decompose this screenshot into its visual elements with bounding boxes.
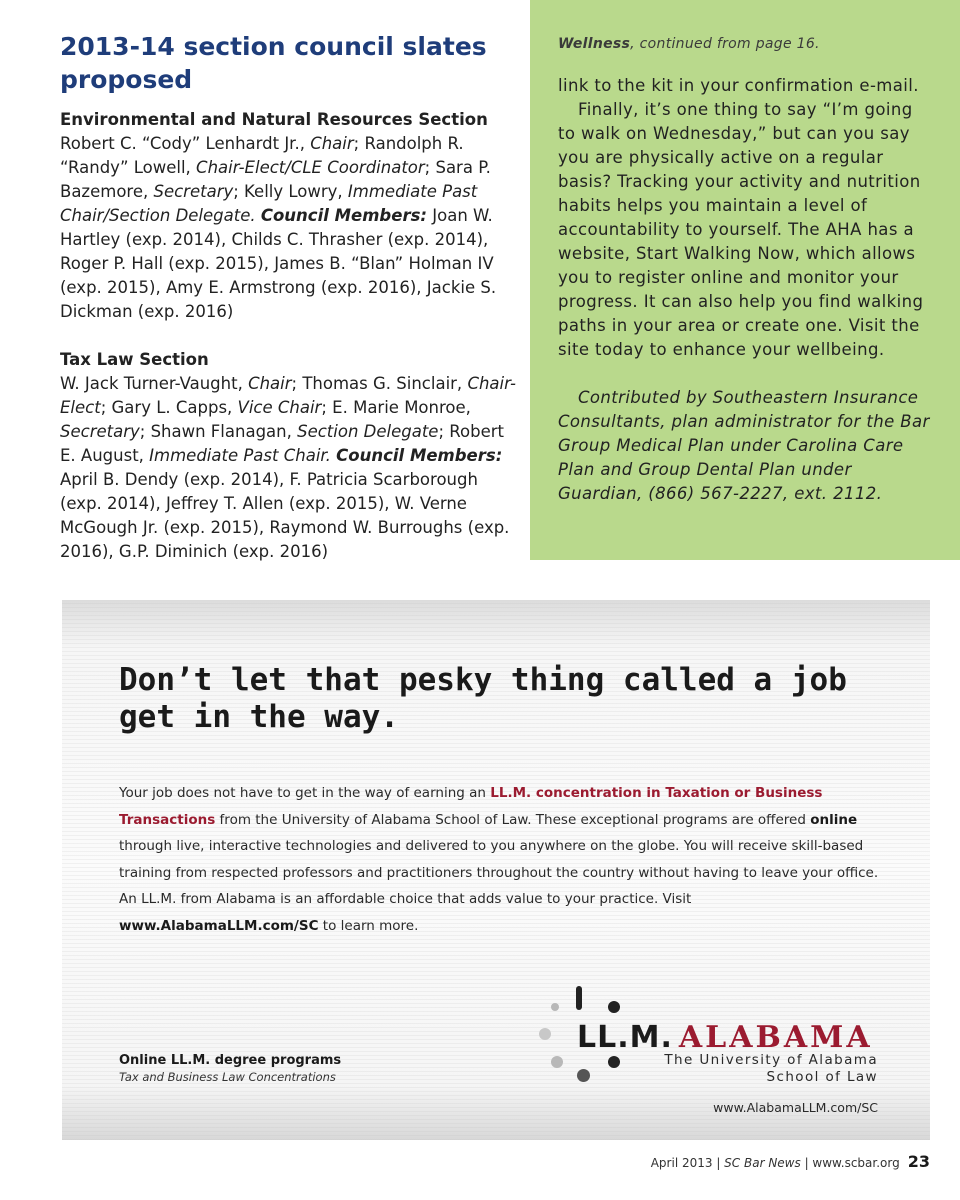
env-role: Immediate Past Chair/Section Delegate.: [60, 182, 478, 225]
env-text: ; Kelly Lowry,: [233, 182, 348, 201]
continued-title: Wellness: [558, 36, 631, 52]
env-members: Joan W. Hartley (exp. 2014), Childs C. Thrasher (exp. 2014), Roger P. Hall (exp. 2015), James B. “Blan” Holman IV (exp. 2015), Amy E. Armstrong (exp. 2016), Jackie S. Dickman (exp. 2016): [60, 206, 497, 321]
logo-dot-icon: [608, 1001, 620, 1013]
tax-text: ; Robert E. August,: [60, 422, 504, 465]
ad-tagline-subtitle: Tax and Business Law Concentrations: [119, 1070, 336, 1084]
ad-tagline-title: Online LL.M. degree programs: [119, 1053, 342, 1068]
tax-role: Chair: [248, 374, 292, 393]
tax-role: Vice Chair: [237, 398, 322, 417]
tax-section-heading: Tax Law Section: [60, 350, 209, 369]
logo-bar-icon: [576, 986, 582, 1010]
ad-url[interactable]: www.AlabamaLLM.com/SC: [713, 1100, 878, 1115]
env-section: [60, 108, 520, 324]
footer-date: April 2013 |: [650, 1156, 725, 1170]
sidebar-paragraph: link to the kit in your confirmation e-mail.: [558, 76, 919, 95]
env-text: Robert C. “Cody” Lenhardt Jr.,: [60, 134, 311, 153]
logo-llm-text: LL.M.: [577, 1020, 673, 1055]
llm-advertisement: [62, 600, 930, 1140]
article-column: [60, 30, 520, 588]
logo-subtitle-line: The University of Alabama: [664, 1052, 878, 1068]
ad-body-text: through live, interactive technologies and delivered to you anywhere on the globe. You will receive skill-based training from respected professors and practitioners throughout the country without having to leave your office. An LL.M. from Alabama is an affordable choice that adds value to your practice. Visit: [119, 838, 879, 907]
tax-council-label: Council Members:: [336, 446, 503, 465]
sidebar-paragraph: Finally, it’s one thing to say “I’m going to walk on Wednesday,” but can you say you are physically active on a regular basis? Tracking your activity and nutrition habits helps you maintain a level of accountability to yourself. The AHA has a website, Start Walking Now, which allows you to register online and monitor your progress. It can also help you find walking paths in your area or create one. Visit the site today to enhance your wellbeing.: [558, 100, 924, 359]
continued-text: , continued from page 16.: [630, 36, 820, 52]
tax-role: Immediate Past Chair.: [149, 446, 331, 465]
ad-body-text: to learn more.: [318, 917, 419, 934]
tax-text: ; Shawn Flanagan,: [139, 422, 298, 441]
ad-headline: Don’t let that pesky thing called a job get in the way.: [119, 662, 847, 735]
page-footer: [651, 1152, 930, 1171]
env-text: ; Randolph R. “Randy” Lowell,: [60, 134, 464, 177]
footer-publication: SC Bar News: [724, 1156, 801, 1170]
tax-text: ; E. Marie Monroe,: [321, 398, 471, 417]
logo-dot-icon: [551, 1003, 559, 1011]
tax-role: Secretary: [60, 422, 140, 441]
logo-alabama-text: ALABAMA: [678, 1020, 873, 1055]
logo-dot-icon: [539, 1028, 551, 1040]
footer-site: | www.scbar.org: [800, 1156, 900, 1170]
ad-body: [119, 780, 889, 939]
ad-tagline: [119, 1052, 419, 1085]
tax-text: ; Gary L. Capps,: [100, 398, 238, 417]
tax-members: April B. Dendy (exp. 2014), F. Patricia Scarborough (exp. 2014), Jeffrey T. Allen (exp. 2015), W. Verne McGough Jr. (exp. 2015), Raymond W. Burroughs (exp. 2016), G.P. Diminich (exp. 2016): [60, 470, 510, 561]
ad-online-highlight: online: [810, 811, 858, 828]
ad-program-highlight: LL.M. concentration in Taxation or Business Transactions: [119, 785, 823, 828]
continued-line: [558, 36, 930, 52]
wellness-sidebar: [530, 0, 960, 560]
tax-role: Section Delegate: [297, 422, 439, 441]
env-role: Chair-Elect/CLE Coordinator: [196, 158, 425, 177]
article-headline: 2013-14 section council slates proposed: [60, 32, 487, 94]
env-role: Secretary: [153, 182, 234, 201]
logo-subtitle: [622, 1052, 878, 1086]
env-council-label: Council Members:: [260, 206, 427, 225]
ad-body-text: from the University of Alabama School of Law. These exceptional programs are offered: [215, 811, 811, 828]
logo-dot-icon: [577, 1069, 590, 1082]
env-text: ; Sara P. Bazemore,: [60, 158, 491, 201]
tax-text: ; Thomas G. Sinclair,: [291, 374, 468, 393]
env-section-heading: Environmental and Natural Resources Section: [60, 110, 488, 129]
tax-section: [60, 348, 520, 564]
ad-inline-url[interactable]: www.AlabamaLLM.com/SC: [119, 917, 319, 934]
tax-text: W. Jack Turner-Vaught,: [60, 374, 249, 393]
tax-role: Chair-Elect: [60, 374, 516, 417]
logo-subtitle-line: School of Law: [766, 1069, 878, 1085]
env-role: Chair: [310, 134, 354, 153]
llm-logo-wordmark: [577, 1020, 873, 1055]
sidebar-credit: Contributed by Southeastern Insurance Consultants, plan administrator for the Bar Group Medical Plan under Carolina Care Plan and Group Dental Plan under Guardian, (866) 567-2227, ext. 2112.: [558, 388, 930, 503]
logo-dot-icon: [608, 1056, 620, 1068]
page-number: 23: [907, 1152, 930, 1171]
logo-dot-icon: [551, 1056, 563, 1068]
ad-body-text: Your job does not have to get in the way of earning an: [119, 785, 491, 801]
